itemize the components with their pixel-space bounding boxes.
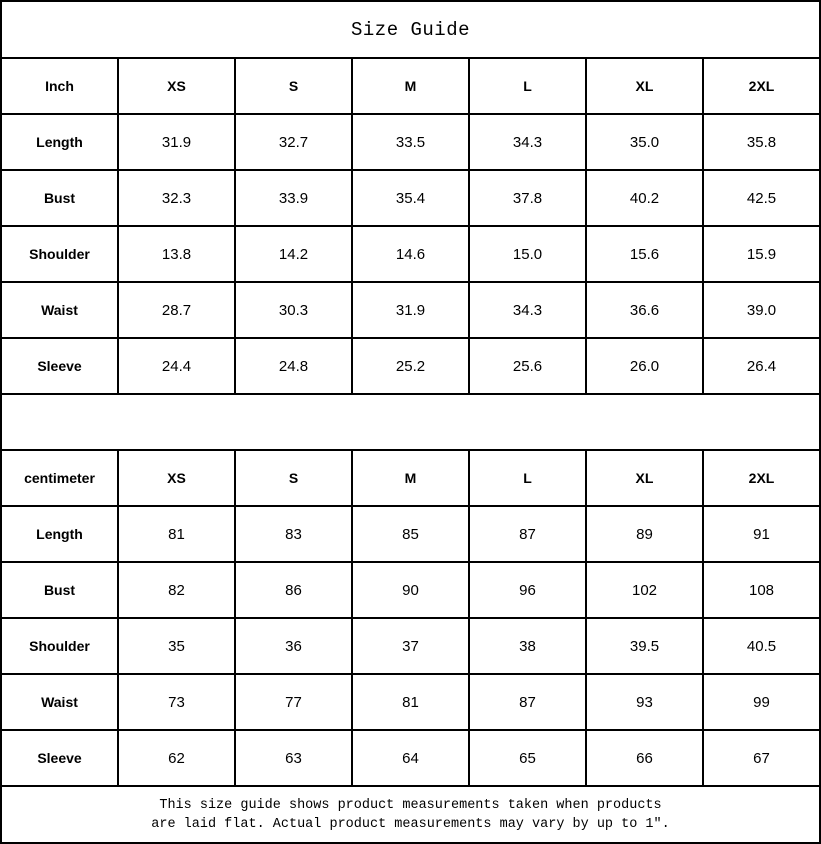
cm-bust-xl: 102 <box>586 562 703 618</box>
cm-bust-2xl: 108 <box>703 562 820 618</box>
inch-size-header-2xl: 2XL <box>703 58 820 114</box>
cm-waist-s: 77 <box>235 674 352 730</box>
cm-header-row <box>1 450 820 506</box>
spacer-cell <box>1 394 820 450</box>
inch-sleeve-xs: 24.4 <box>118 338 235 394</box>
inch-sleeve-s: 24.8 <box>235 338 352 394</box>
inch-sleeve-2xl: 26.4 <box>703 338 820 394</box>
inch-length-s: 32.7 <box>235 114 352 170</box>
cm-size-header-xs: XS <box>118 450 235 506</box>
inch-unit-label: Inch <box>1 58 118 114</box>
inch-sleeve-m: 25.2 <box>352 338 469 394</box>
inch-length-l: 34.3 <box>469 114 586 170</box>
inch-row-label-sleeve: Sleeve <box>1 338 118 394</box>
inch-waist-l: 34.3 <box>469 282 586 338</box>
inch-waist-xs: 28.7 <box>118 282 235 338</box>
cm-length-xs: 81 <box>118 506 235 562</box>
inch-row-label-shoulder: Shoulder <box>1 226 118 282</box>
inch-row-waist <box>1 282 820 338</box>
cm-shoulder-xl: 39.5 <box>586 618 703 674</box>
cm-row-label-length: Length <box>1 506 118 562</box>
cm-bust-xs: 82 <box>118 562 235 618</box>
cm-size-header-xl: XL <box>586 450 703 506</box>
cm-sleeve-l: 65 <box>469 730 586 786</box>
cm-waist-l: 87 <box>469 674 586 730</box>
inch-row-label-bust: Bust <box>1 170 118 226</box>
cm-size-header-l: L <box>469 450 586 506</box>
inch-waist-s: 30.3 <box>235 282 352 338</box>
cm-length-l: 87 <box>469 506 586 562</box>
inch-row-label-waist: Waist <box>1 282 118 338</box>
inch-header-row <box>1 58 820 114</box>
inch-row-sleeve <box>1 338 820 394</box>
inch-row-bust <box>1 170 820 226</box>
inch-shoulder-m: 14.6 <box>352 226 469 282</box>
cm-bust-l: 96 <box>469 562 586 618</box>
inch-bust-2xl: 42.5 <box>703 170 820 226</box>
inch-sleeve-l: 25.6 <box>469 338 586 394</box>
inch-waist-2xl: 39.0 <box>703 282 820 338</box>
cm-bust-m: 90 <box>352 562 469 618</box>
cm-shoulder-xs: 35 <box>118 618 235 674</box>
cm-length-m: 85 <box>352 506 469 562</box>
cm-sleeve-s: 63 <box>235 730 352 786</box>
cm-row-shoulder <box>1 618 820 674</box>
inch-shoulder-xl: 15.6 <box>586 226 703 282</box>
footer-note-line1: This size guide shows product measurements taken when products <box>159 797 662 813</box>
cm-size-header-2xl: 2XL <box>703 450 820 506</box>
cm-row-length <box>1 506 820 562</box>
cm-sleeve-xs: 62 <box>118 730 235 786</box>
inch-size-header-s: S <box>235 58 352 114</box>
cm-length-s: 83 <box>235 506 352 562</box>
cm-length-2xl: 91 <box>703 506 820 562</box>
title-row <box>1 1 820 58</box>
inch-length-2xl: 35.8 <box>703 114 820 170</box>
inch-bust-m: 35.4 <box>352 170 469 226</box>
cm-row-bust <box>1 562 820 618</box>
inch-bust-l: 37.8 <box>469 170 586 226</box>
footer-row <box>1 786 820 843</box>
inch-shoulder-l: 15.0 <box>469 226 586 282</box>
inch-row-length <box>1 114 820 170</box>
cm-size-header-m: M <box>352 450 469 506</box>
cm-sleeve-m: 64 <box>352 730 469 786</box>
footer-note-line2: are laid flat. Actual product measurements may vary by up to 1″. <box>151 816 670 832</box>
cm-row-label-sleeve: Sleeve <box>1 730 118 786</box>
footer-note <box>1 786 820 843</box>
cm-waist-m: 81 <box>352 674 469 730</box>
cm-length-xl: 89 <box>586 506 703 562</box>
cm-sleeve-2xl: 67 <box>703 730 820 786</box>
inch-shoulder-s: 14.2 <box>235 226 352 282</box>
inch-length-xs: 31.9 <box>118 114 235 170</box>
cm-shoulder-m: 37 <box>352 618 469 674</box>
cm-shoulder-s: 36 <box>235 618 352 674</box>
cm-row-label-bust: Bust <box>1 562 118 618</box>
cm-size-header-s: S <box>235 450 352 506</box>
cm-waist-2xl: 99 <box>703 674 820 730</box>
inch-size-header-xl: XL <box>586 58 703 114</box>
inch-length-m: 33.5 <box>352 114 469 170</box>
inch-shoulder-2xl: 15.9 <box>703 226 820 282</box>
cm-row-label-shoulder: Shoulder <box>1 618 118 674</box>
cm-row-sleeve <box>1 730 820 786</box>
cm-row-label-waist: Waist <box>1 674 118 730</box>
inch-size-header-m: M <box>352 58 469 114</box>
cm-unit-label: centimeter <box>1 450 118 506</box>
inch-size-header-l: L <box>469 58 586 114</box>
spacer-row <box>1 394 820 450</box>
inch-row-shoulder <box>1 226 820 282</box>
inch-shoulder-xs: 13.8 <box>118 226 235 282</box>
cm-bust-s: 86 <box>235 562 352 618</box>
inch-bust-xl: 40.2 <box>586 170 703 226</box>
cm-waist-xs: 73 <box>118 674 235 730</box>
inch-bust-s: 33.9 <box>235 170 352 226</box>
cm-row-waist <box>1 674 820 730</box>
inch-size-header-xs: XS <box>118 58 235 114</box>
inch-bust-xs: 32.3 <box>118 170 235 226</box>
inch-row-label-length: Length <box>1 114 118 170</box>
cm-shoulder-2xl: 40.5 <box>703 618 820 674</box>
inch-waist-m: 31.9 <box>352 282 469 338</box>
cm-waist-xl: 93 <box>586 674 703 730</box>
cm-sleeve-xl: 66 <box>586 730 703 786</box>
inch-length-xl: 35.0 <box>586 114 703 170</box>
page-title: Size Guide <box>1 1 820 58</box>
inch-waist-xl: 36.6 <box>586 282 703 338</box>
inch-sleeve-xl: 26.0 <box>586 338 703 394</box>
cm-shoulder-l: 38 <box>469 618 586 674</box>
